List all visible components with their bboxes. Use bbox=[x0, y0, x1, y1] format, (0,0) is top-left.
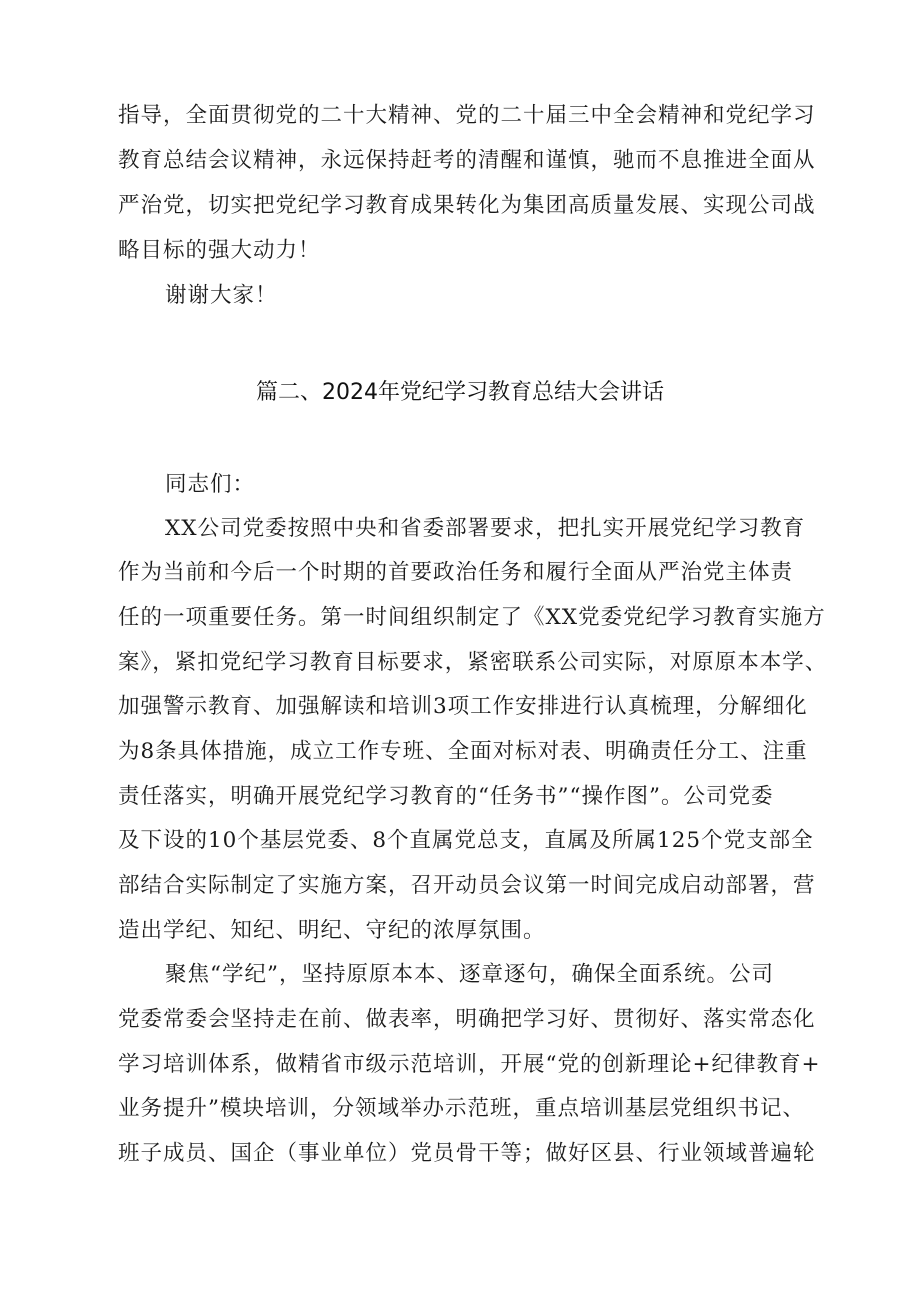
text-line: 任的一项重要任务。第一时间组织制定了《XX党委党纪学习教育实施方 bbox=[118, 605, 826, 630]
text-line: 为8条具体措施，成立工作专班、全面对标对表、明确责任分工、注重 bbox=[118, 739, 808, 764]
text-line: 教育总结会议精神，永远保持赶考的清醒和谨慎，驰而不息推进全面从 bbox=[118, 148, 816, 173]
text-line: 指导，全面贯彻党的二十大精神、党的二十届三中全会精神和党纪学习 bbox=[118, 103, 816, 128]
text-line: 业务提升”模块培训，分领域举办示范班，重点培训基层党组织书记、 bbox=[118, 1096, 805, 1121]
text-line: 班子成员、国企（事业单位）党员骨干等；做好区县、行业领域普遍轮 bbox=[118, 1141, 816, 1166]
text-line: 加强警示教育、加强解读和培训3项工作安排进行认真梳理，分解细化 bbox=[118, 694, 808, 719]
text-line: 严治党，切实把党纪学习教育成果转化为集团高质量发展、实现公司战 bbox=[118, 193, 816, 218]
text-line: 案》，紧扣党纪学习教育目标要求，紧密联系公司实际，对原原本本学、 bbox=[118, 650, 828, 675]
text-line: 责任落实，明确开展党纪学习教育的“任务书”“操作图”。公司党委 bbox=[118, 784, 774, 809]
text-line: 学习培训体系，做精省市级示范培训，开展“党的创新理论+纪律教育+ bbox=[118, 1052, 821, 1077]
salutation: 同志们： bbox=[165, 472, 256, 497]
text-line: 略目标的强大动力！ bbox=[118, 238, 321, 263]
text-line: 部结合实际制定了实施方案，召开动员会议第一时间完成启动部署，营 bbox=[118, 873, 816, 898]
text-line: XX公司党委按照中央和省委部署要求，把扎实开展党纪学习教育 bbox=[165, 516, 806, 541]
closing-thanks: 谢谢大家！ bbox=[165, 283, 278, 308]
text-line: 党委常委会坚持走在前、做表率，明确把学习好、贯彻好、落实常态化 bbox=[118, 1007, 816, 1032]
text-line: 及下设的10个基层党委、8个直属党总支，直属及所属125个党支部全 bbox=[118, 828, 814, 853]
section-title: 篇二、2024年党纪学习教育总结大会讲话 bbox=[256, 380, 664, 405]
text-line: 聚焦“学纪”，坚持原原本本、逐章逐句，确保全面系统。公司 bbox=[165, 962, 774, 987]
text-line: 作为当前和今后一个时期的首要政治任务和履行全面从严治党主体责 bbox=[118, 560, 794, 585]
text-line: 造出学纪、知纪、明纪、守纪的浓厚氛围。 bbox=[118, 918, 546, 943]
